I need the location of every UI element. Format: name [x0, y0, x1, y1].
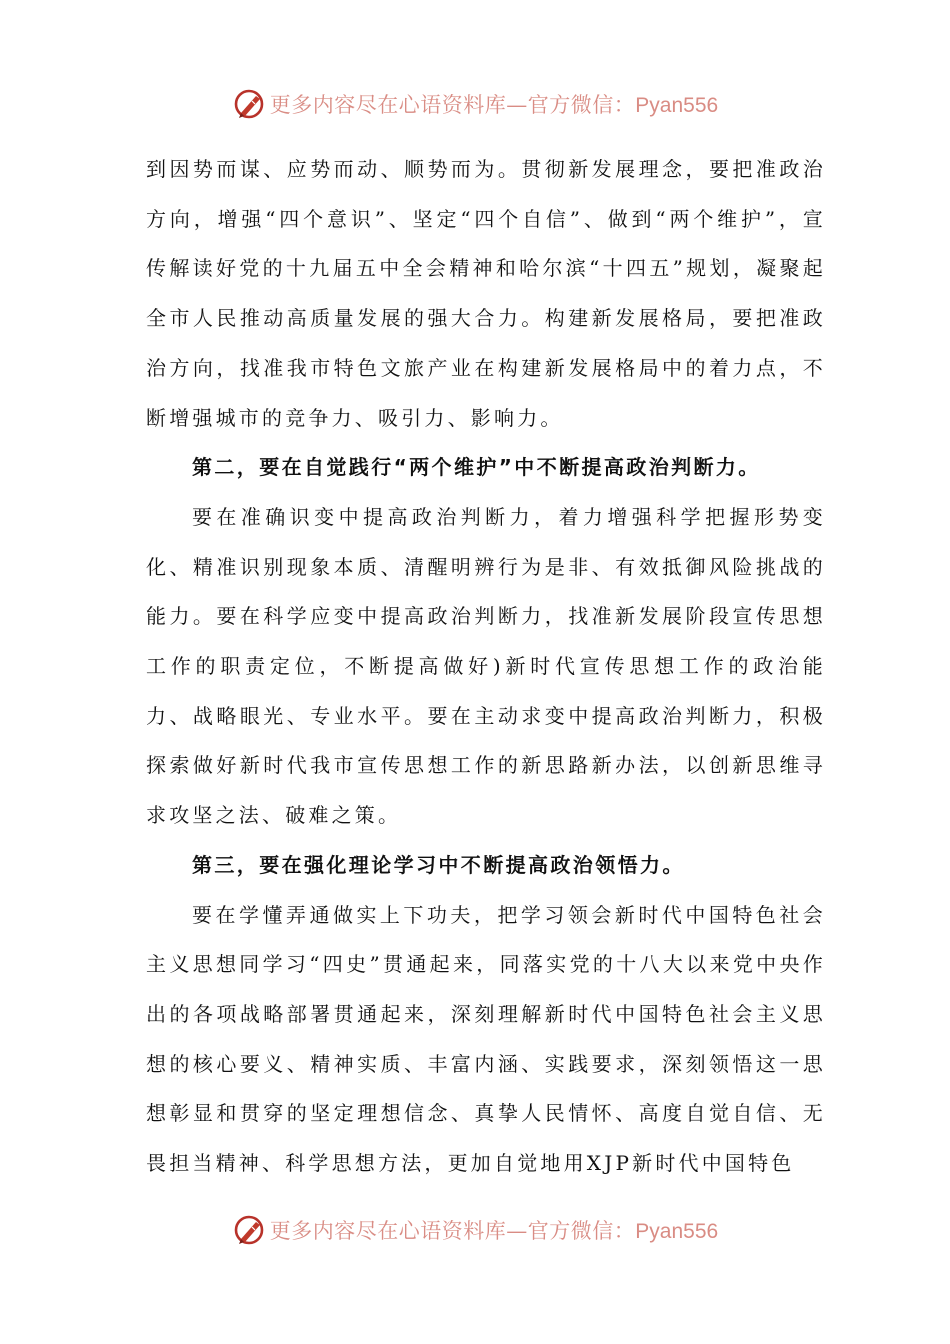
- paragraph-1: 到因势而谋、应势而动、顺势而为。贯彻新发展理念，要把准政治方向，增强“四个意识”、坚定“四个自信”、做到“两个维护”，宣传解读好党的十九届五中全会精神和哈尔滨“十四五”规划，凝聚起全市人民推动高质量发展的强大合力。构建新发展格局，要把准政治方向，找准我市特色文旅产业在构建新发展格局中的着力点，不断增强城市的竞争力、吸引力、影响力。: [146, 157, 826, 430]
- bottom-watermark-banner: [0, 1208, 950, 1252]
- document-body: [146, 145, 826, 1189]
- watermark-text: 更多内容尽在心语资料库—官方微信：Pyan556: [269, 93, 719, 117]
- paragraph-3: 要在学懂弄通做实上下功夫，把学习领会新时代中国特色社会主义思想同学习“四史”贯通起来，同落实党的十八大以来党中央作出的各项战略部署贯通起来，深刻理解新时代中国特色社会主义思想的核心要义、精神实质、丰富内涵、实践要求，深刻领悟这一思想彰显和贯穿的坚定理想信念、真挚人民情怀、高度自觉自信、无畏担当精神、科学思想方法，更加自觉地用XJP新时代中国特色: [146, 902, 826, 1176]
- pen-logo-icon: [232, 1213, 266, 1247]
- top-watermark-banner: [0, 82, 950, 126]
- section-heading-2: 第二，要在自觉践行“两个维护”中不断提高政治判断力。: [192, 455, 761, 480]
- section-heading-3: 第三，要在强化理论学习中不断提高政治领悟力。: [192, 852, 685, 877]
- pen-logo-icon: [232, 87, 266, 121]
- paragraph-2: 要在准确识变中提高政治判断力，着力增强科学把握形势变化、精准识别现象本质、清醒明辨行为是非、有效抵御风险挑战的能力。要在科学应变中提高政治判断力，找准新发展阶段宣传思想工作的职责定位，不断提高做好)新时代宣传思想工作的政治能力、战略眼光、专业水平。要在主动求变中提高政治判断力，积极探索做好新时代我市宣传思想工作的新思路新办法，以创新思维寻求攻坚之法、破难之策。: [146, 504, 826, 828]
- watermark-handle: Pyan556: [635, 1220, 719, 1243]
- watermark-handle: Pyan556: [635, 94, 719, 117]
- watermark-text: 更多内容尽在心语资料库—官方微信：Pyan556: [269, 1219, 719, 1243]
